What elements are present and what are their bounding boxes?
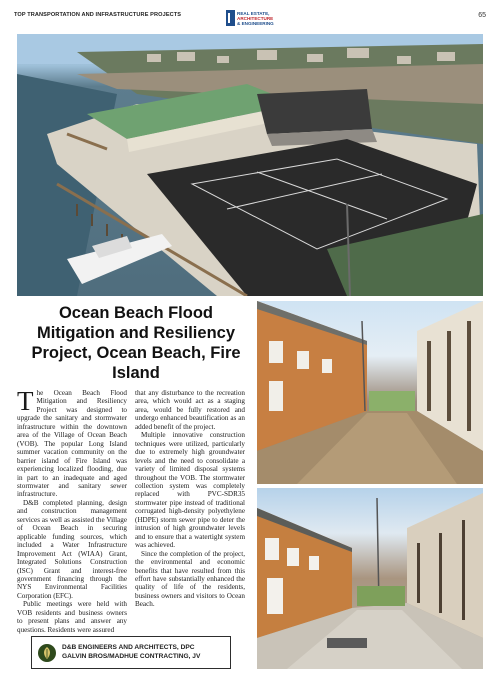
project-credits-box [31,636,231,669]
restored-street-photo [257,488,483,669]
credit-line-2: GALVIN BROS/MADHUE CONTRACTING, JV [62,652,201,660]
flooded-street-photo [257,301,483,484]
section-title: TOP TRANSPORTATION AND INFRASTRUCTURE PROJECTS [14,12,182,18]
paragraph-3: Public meetings were held with VOB residents and business owners to present plans and answer any questions. Residents were assured [17,600,127,634]
paragraph-6: Since the completion of the project, the environmental and economic benefits that have resulted from this effort have substantially enhanced the quality of life of the residents, business owners and visitors to Ocean Beach. [135,549,245,609]
article-headline: Ocean Beach Flood Mitigation and Resiliency Project, Ocean Beach, Fire Island [31,304,241,382]
logo-line-1: REAL ESTATE, [237,10,270,16]
paragraph-2: D&B completed planning, design and construction management services as well as assisted the Village of Ocean Beach in securing applicable funding sources, which included a Water Infrastructure Improvement Act (WIAA) Grant, Integrated Solutions Construction (ISC) Grant and interest-free government financing through the NYS Environmental Facilities Corporation (EFC). [17,498,127,600]
credit-line-1: D&B ENGINEERS AND ARCHITECTS, DPC [62,644,195,652]
hero-aerial-photo [17,34,483,296]
paragraph-4: that any disturbance to the recreation area, which would act as a staging area, would be fully restored and undergo enhanced beautification as an added benefit of the project. [135,389,245,431]
leaf-icon [38,644,56,662]
paragraph-5: Multiple innovative construction techniques were utilized, particularly due to extremely high groundwater levels and the need to consolidate a variety of limited disposal systems throughout the VOB. The stormwater collection system was completely replaced with PVC-SDR35 stormwater pipe instead of traditional corrugated high-density polyethylene (HDPE) storm sewer pipe to deter the intrusion of high groundwater levels and to ensure that a watertight system was achieved. [135,431,245,550]
drop-cap: T [17,386,34,416]
logo-line-3: & ENGINEERING [237,20,274,26]
article-column-1 [17,386,127,635]
page-header [14,8,486,28]
restored-street-illustration [257,488,483,669]
building-logo-icon [226,10,235,26]
logo-line-2: ARCHITECTURE [237,15,274,21]
page-number: 65 [478,12,486,19]
aerial-scene-illustration [17,34,483,296]
publication-logo [226,8,278,28]
paragraph-1: The Ocean Beach Flood Mitigation and Resiliency Project was designed to upgrade the sanitary and stormwater infrastructure within the downtown area of the Village of Ocean Beach (VOB). The popular Long Island summer vacation community on the barrier island of Fire Island was experiencing localized flooding, due in part to an inadequate and aged stormwater and sanitary sewer infrastructure. [17,386,127,499]
flooded-street-illustration [257,301,483,484]
article-column-2 [135,389,245,635]
